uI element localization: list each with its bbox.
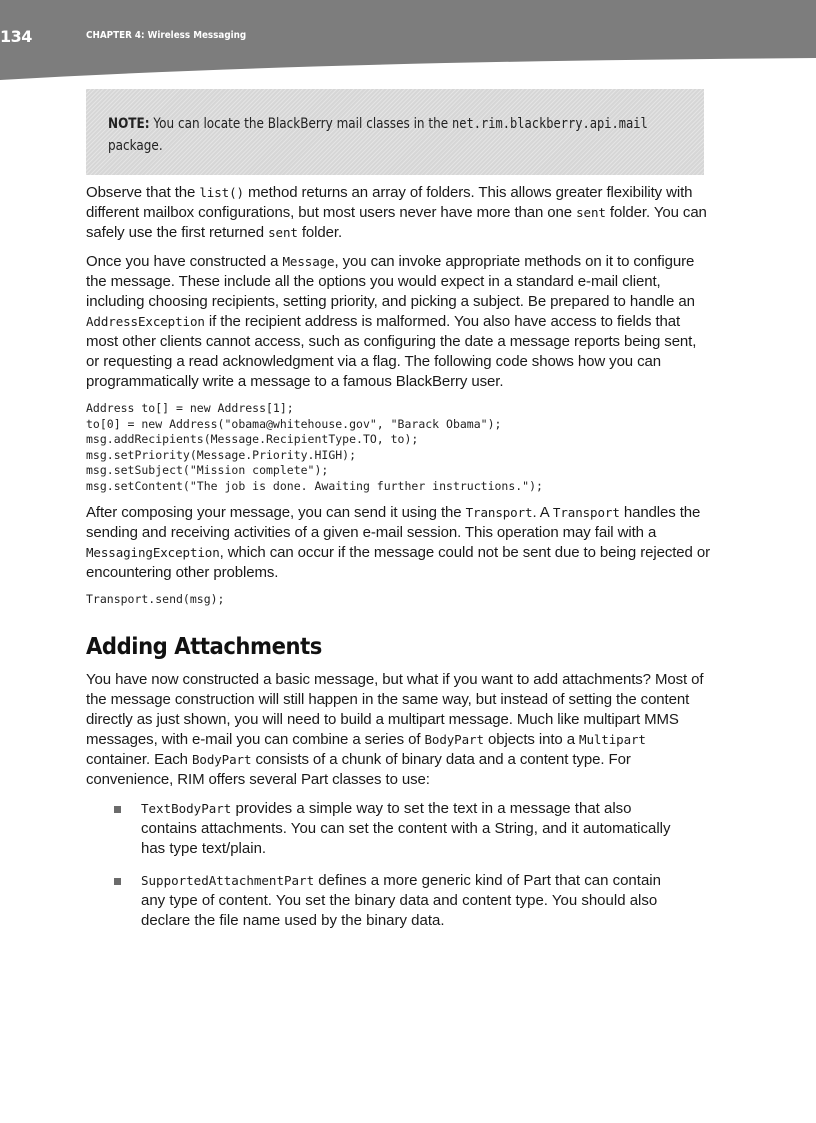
- note-code: net.rim.blackberry.api.mail: [451, 116, 648, 132]
- inline-code: Multipart: [579, 731, 646, 747]
- text-run: Observe that the: [86, 184, 200, 201]
- text-run: provides a simple way to set the text in a message that also contains attachments. You can set the content with a String, and it automatically has type text/plain.: [141, 799, 671, 857]
- inline-code: BodyPart: [424, 731, 484, 747]
- text-run: method returns an array of folders. This allows greater flexibility with different mailbox configurations, but most users never have more than one: [86, 184, 693, 221]
- code-block: [86, 401, 711, 494]
- inline-code: list(): [199, 185, 244, 200]
- chapter-title: CHAPTER 4: Wireless Messaging: [86, 30, 247, 41]
- note-label: NOTE:: [108, 116, 150, 132]
- text-run: if the recipient address is malformed. You also have access to fields that most other clients cannot access, such as configuring the date a message reports being sent, or requesting a read acknowledgment via a flag. The following code shows how you can programmatically write a message to a famous BlackBerry user.: [86, 313, 697, 390]
- bullet-text: [141, 872, 661, 929]
- inline-code: AddressException: [86, 314, 205, 329]
- code-line: Transport.send(msg);: [86, 592, 225, 606]
- inline-code: BodyPart: [191, 751, 252, 767]
- inline-code: sent: [268, 225, 298, 240]
- bullet-list: [86, 799, 711, 931]
- paragraph: [86, 252, 711, 392]
- text-run: consists of a chunk of binary data and a content type. For convenience, RIM offers several Part classes to use:: [86, 750, 631, 788]
- page-number: 134: [0, 27, 32, 46]
- paragraph: [86, 670, 711, 790]
- note-text-before: You can locate the BlackBerry mail classes in the: [149, 116, 452, 132]
- inline-code: Transport: [465, 505, 533, 520]
- code-line: msg.setContent("The job is done. Awaiting further instructions.");: [86, 478, 543, 493]
- text-run: Once you have constructed a: [86, 253, 283, 270]
- inline-code: Transport: [552, 505, 620, 520]
- text-run: objects into a: [483, 730, 580, 748]
- inline-code: SupportedAttachmentPart: [141, 872, 315, 888]
- code-line: Address to[] = new Address[1];: [86, 401, 294, 415]
- bullet-item: [86, 799, 686, 859]
- text-run: container. Each: [86, 750, 192, 768]
- text-run: , which can occur if the message could not be sent due to being rejected or encountering other problems.: [86, 544, 710, 581]
- text-run: After composing your message, you can send it using the: [86, 504, 466, 521]
- note-box: [86, 89, 704, 175]
- inline-code: Message: [282, 254, 335, 269]
- square-bullet-icon: [114, 806, 121, 813]
- note-text: [108, 113, 648, 157]
- text-run: defines a more generic kind of Part that can contain any type of content. You set the binary data and content type. You should also declare the file name used by the binary data.: [141, 871, 661, 929]
- inline-code: MessagingException: [86, 545, 220, 560]
- bullet-text: [141, 800, 670, 857]
- page-header: [0, 0, 816, 80]
- text-run: folder. You can safely use the first returned: [86, 204, 707, 241]
- text-run: . A: [532, 504, 553, 521]
- paragraph: [86, 183, 711, 243]
- section-heading: Adding Attachments: [86, 633, 322, 660]
- text-run: handles the sending and receiving activities of a given e-mail session. This operation may fail with a: [86, 504, 701, 541]
- text-run: , you can invoke appropriate methods on it to configure the message. These include all the options you would expect in a standard e-mail client, including choosing recipients, setting priority, and picking a subject. Be prepared to handle an: [86, 253, 695, 310]
- code-block: [86, 592, 711, 608]
- inline-code: sent: [576, 205, 606, 220]
- code-line: msg.setSubject("Mission complete");: [86, 463, 329, 477]
- inline-code: TextBodyPart: [141, 800, 232, 816]
- page-content: [86, 183, 711, 943]
- square-bullet-icon: [114, 878, 121, 885]
- code-line: msg.setPriority(Message.Priority.HIGH);: [86, 447, 357, 462]
- bullet-item: [86, 871, 686, 931]
- text-run: You have now constructed a basic message, but what if you want to add attachments? Most of the message construction will still happen in the same way, but instead of setting the content directly as just shown, you will need to build a multipart message. Much like multipart MMS messages, with e-mail you can combine a series of: [86, 670, 704, 748]
- text-run: folder.: [297, 224, 343, 241]
- paragraph: [86, 503, 711, 583]
- code-line: msg.addRecipients(Message.RecipientType.TO, to);: [86, 432, 419, 446]
- code-line: to[0] = new Address("obama@whitehouse.gov", "Barack Obama");: [86, 416, 502, 431]
- note-text-after: package.: [108, 138, 163, 154]
